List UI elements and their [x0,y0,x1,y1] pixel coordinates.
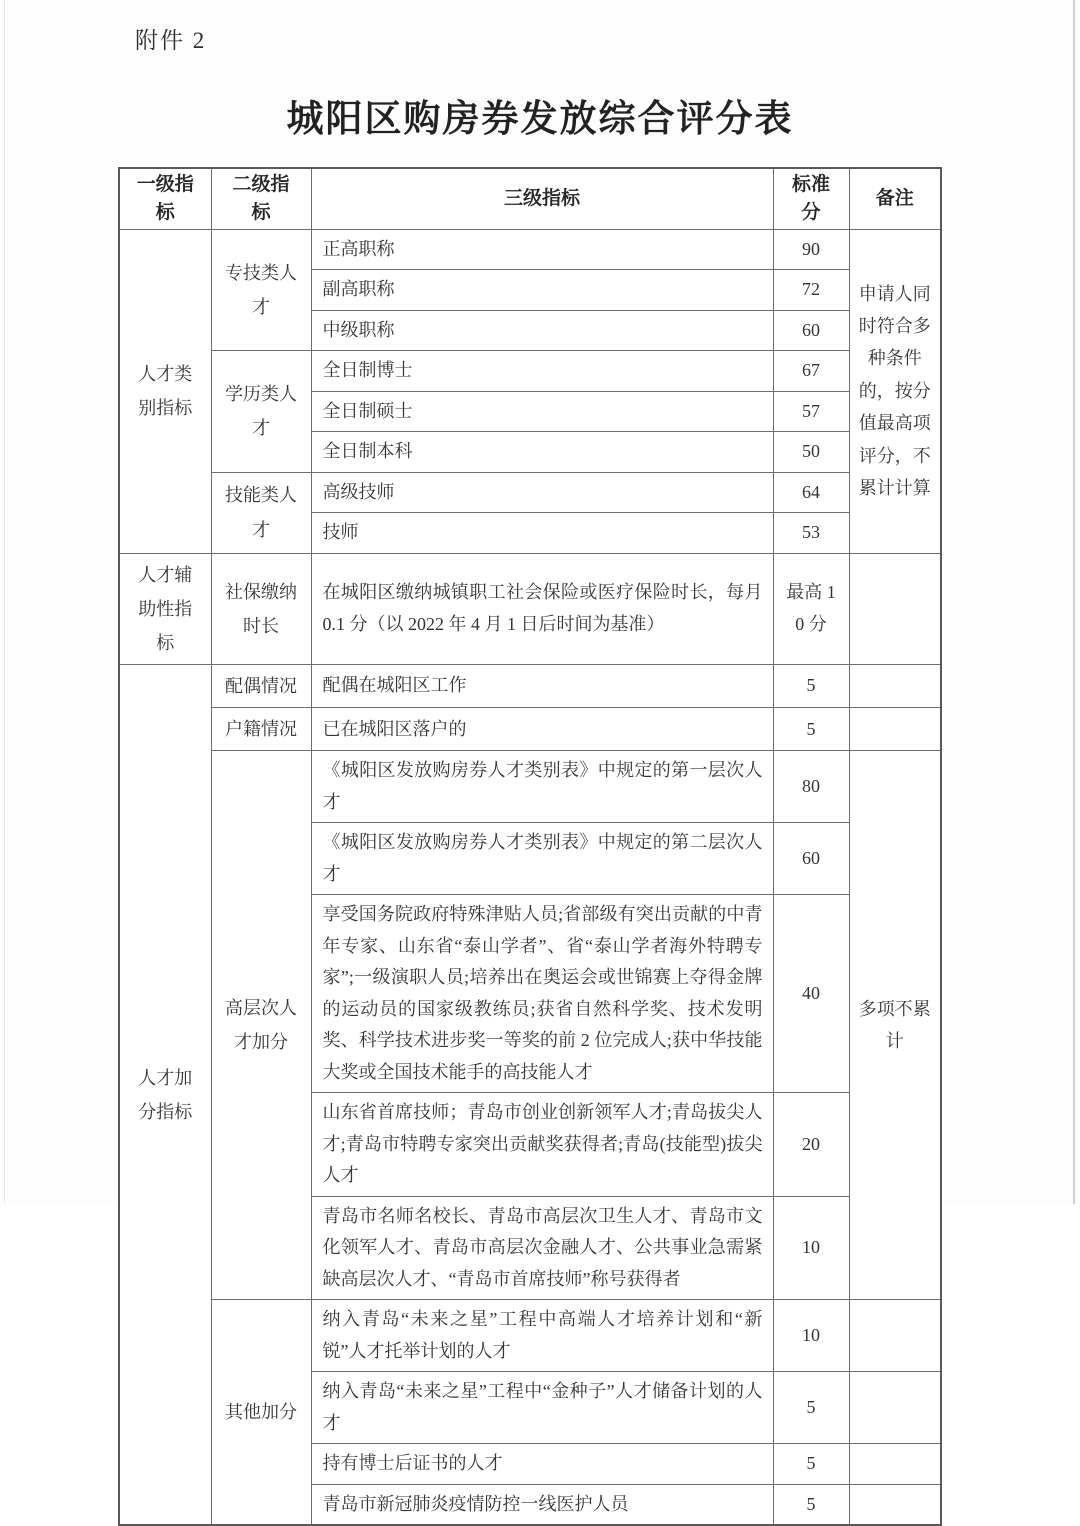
header-remark: 备注 [849,168,941,229]
level2-cell-high-level-bonus: 高层次人才加分 [211,751,311,1300]
remark-cell-empty [849,665,941,708]
score-cell: 10 [773,1300,849,1372]
level3-item-cell: 持有博士后证书的人才 [311,1444,773,1485]
level3-item-cell: 纳入青岛“未来之星”工程中“金种子”人才储备计划的人才 [311,1372,773,1444]
score-cell: 60 [773,310,849,351]
score-cell: 80 [773,751,849,823]
level3-item-cell: 《城阳区发放购房券人才类别表》中规定的第一层次人才 [311,751,773,823]
header-standard-score: 标准分 [773,168,849,229]
level2-cell-household: 户籍情况 [211,708,311,751]
level3-item-cell: 山东省首席技师；青岛市创业创新领军人才;青岛拔尖人才;青岛市特聘专家突出贡献奖获得者;青岛(技能型)拔尖人才 [311,1093,773,1197]
level2-cell-professional: 专技类人才 [211,229,311,351]
level2-cell-skill: 技能类人才 [211,472,311,553]
score-cell: 72 [773,270,849,311]
level3-item-cell: 已在城阳区落户的 [311,708,773,751]
score-cell: 57 [773,391,849,432]
score-cell: 50 [773,432,849,473]
score-cell: 67 [773,351,849,392]
scoring-table [118,167,942,1526]
score-cell: 最高 10 分 [773,553,849,665]
level3-item-cell: 享受国务院政府特殊津贴人员;省部级有突出贡献的中青年专家、山东省“泰山学者”、省“泰山学者海外特聘专家”;一级演职人员;培养出在奥运会或世锦赛上夺得金牌的运动员的国家级教练员;获省自然科学奖、技术发明奖、科学技术进步奖一等奖的前 2 位完成人;获中华技能大奖或全国技术能手的高技能人才 [311,895,773,1093]
remark-cell-empty [849,1300,941,1372]
level3-item-cell: 全日制本科 [311,432,773,473]
level1-cell-talent-category: 人才类别指标 [119,229,211,553]
level3-item-cell: 中级职称 [311,310,773,351]
page-edge-artifact-left [4,0,5,1204]
score-cell: 5 [773,708,849,751]
table-row [119,229,941,270]
level3-item-cell: 青岛市名师名校长、青岛市高层次卫生人才、青岛市文化领军人才、青岛市高层次金融人才、公共事业急需紧缺高层次人才、“青岛市首席技师”称号获得者 [311,1196,773,1300]
level1-cell-talent-bonus: 人才加分指标 [119,665,211,1526]
level3-item-cell: 配偶在城阳区工作 [311,665,773,708]
level3-item-cell: 青岛市新冠肺炎疫情防控一线医护人员 [311,1484,773,1525]
score-cell: 60 [773,823,849,895]
level3-item-cell: 高级技师 [311,472,773,513]
level2-cell-other-bonus: 其他加分 [211,1300,311,1526]
table-row [119,351,941,392]
score-cell: 5 [773,1444,849,1485]
score-cell: 10 [773,1196,849,1300]
attachment-label: 附件 2 [135,28,207,53]
remark-cell-category: 申请人同时符合多种条件的，按分值最高项评分，不累计计算 [849,229,941,553]
table-row [119,1300,941,1372]
level1-cell-talent-auxiliary: 人才辅助性指标 [119,553,211,665]
table-row [119,665,941,708]
remark-cell-empty [849,1444,941,1485]
level3-item-cell: 技师 [311,513,773,554]
level3-item-cell: 副高职称 [311,270,773,311]
score-cell: 5 [773,665,849,708]
header-level2-indicator: 二级指标 [211,168,311,229]
level3-item-cell: 在城阳区缴纳城镇职工社会保险或医疗保险时长，每月 0.1 分（以 2022 年 4 月 1 日后时间为基准） [311,553,773,665]
remark-cell-empty [849,1372,941,1444]
level3-item-cell: 纳入青岛“未来之星”工程中高端人才培养计划和“新锐”人才托举计划的人才 [311,1300,773,1372]
remark-cell-empty [849,1484,941,1525]
level2-cell-education: 学历类人才 [211,351,311,473]
table-row [119,751,941,823]
table-row [119,553,941,665]
level3-item-cell: 全日制硕士 [311,391,773,432]
table-row [119,472,941,513]
header-row [119,168,941,229]
score-cell: 40 [773,895,849,1093]
score-cell: 5 [773,1372,849,1444]
level3-item-cell: 《城阳区发放购房券人才类别表》中规定的第二层次人才 [311,823,773,895]
level2-cell-spouse: 配偶情况 [211,665,311,708]
remark-cell-empty [849,708,941,751]
score-cell: 90 [773,229,849,270]
level3-item-cell: 全日制博士 [311,351,773,392]
score-cell: 20 [773,1093,849,1197]
score-cell: 64 [773,472,849,513]
level3-item-cell: 正高职称 [311,229,773,270]
remark-cell-bonus: 多项不累计 [849,751,941,1300]
level2-cell-social-insurance: 社保缴纳时长 [211,553,311,665]
page-title: 城阳区购房券发放综合评分表 [286,98,794,139]
page-edge-artifact-right [1073,0,1075,1204]
score-cell: 53 [773,513,849,554]
header-level1-indicator: 一级指标 [119,168,211,229]
score-cell: 5 [773,1484,849,1525]
remark-cell-empty [849,553,941,665]
table-row [119,708,941,751]
header-level3-indicator: 三级指标 [311,168,773,229]
